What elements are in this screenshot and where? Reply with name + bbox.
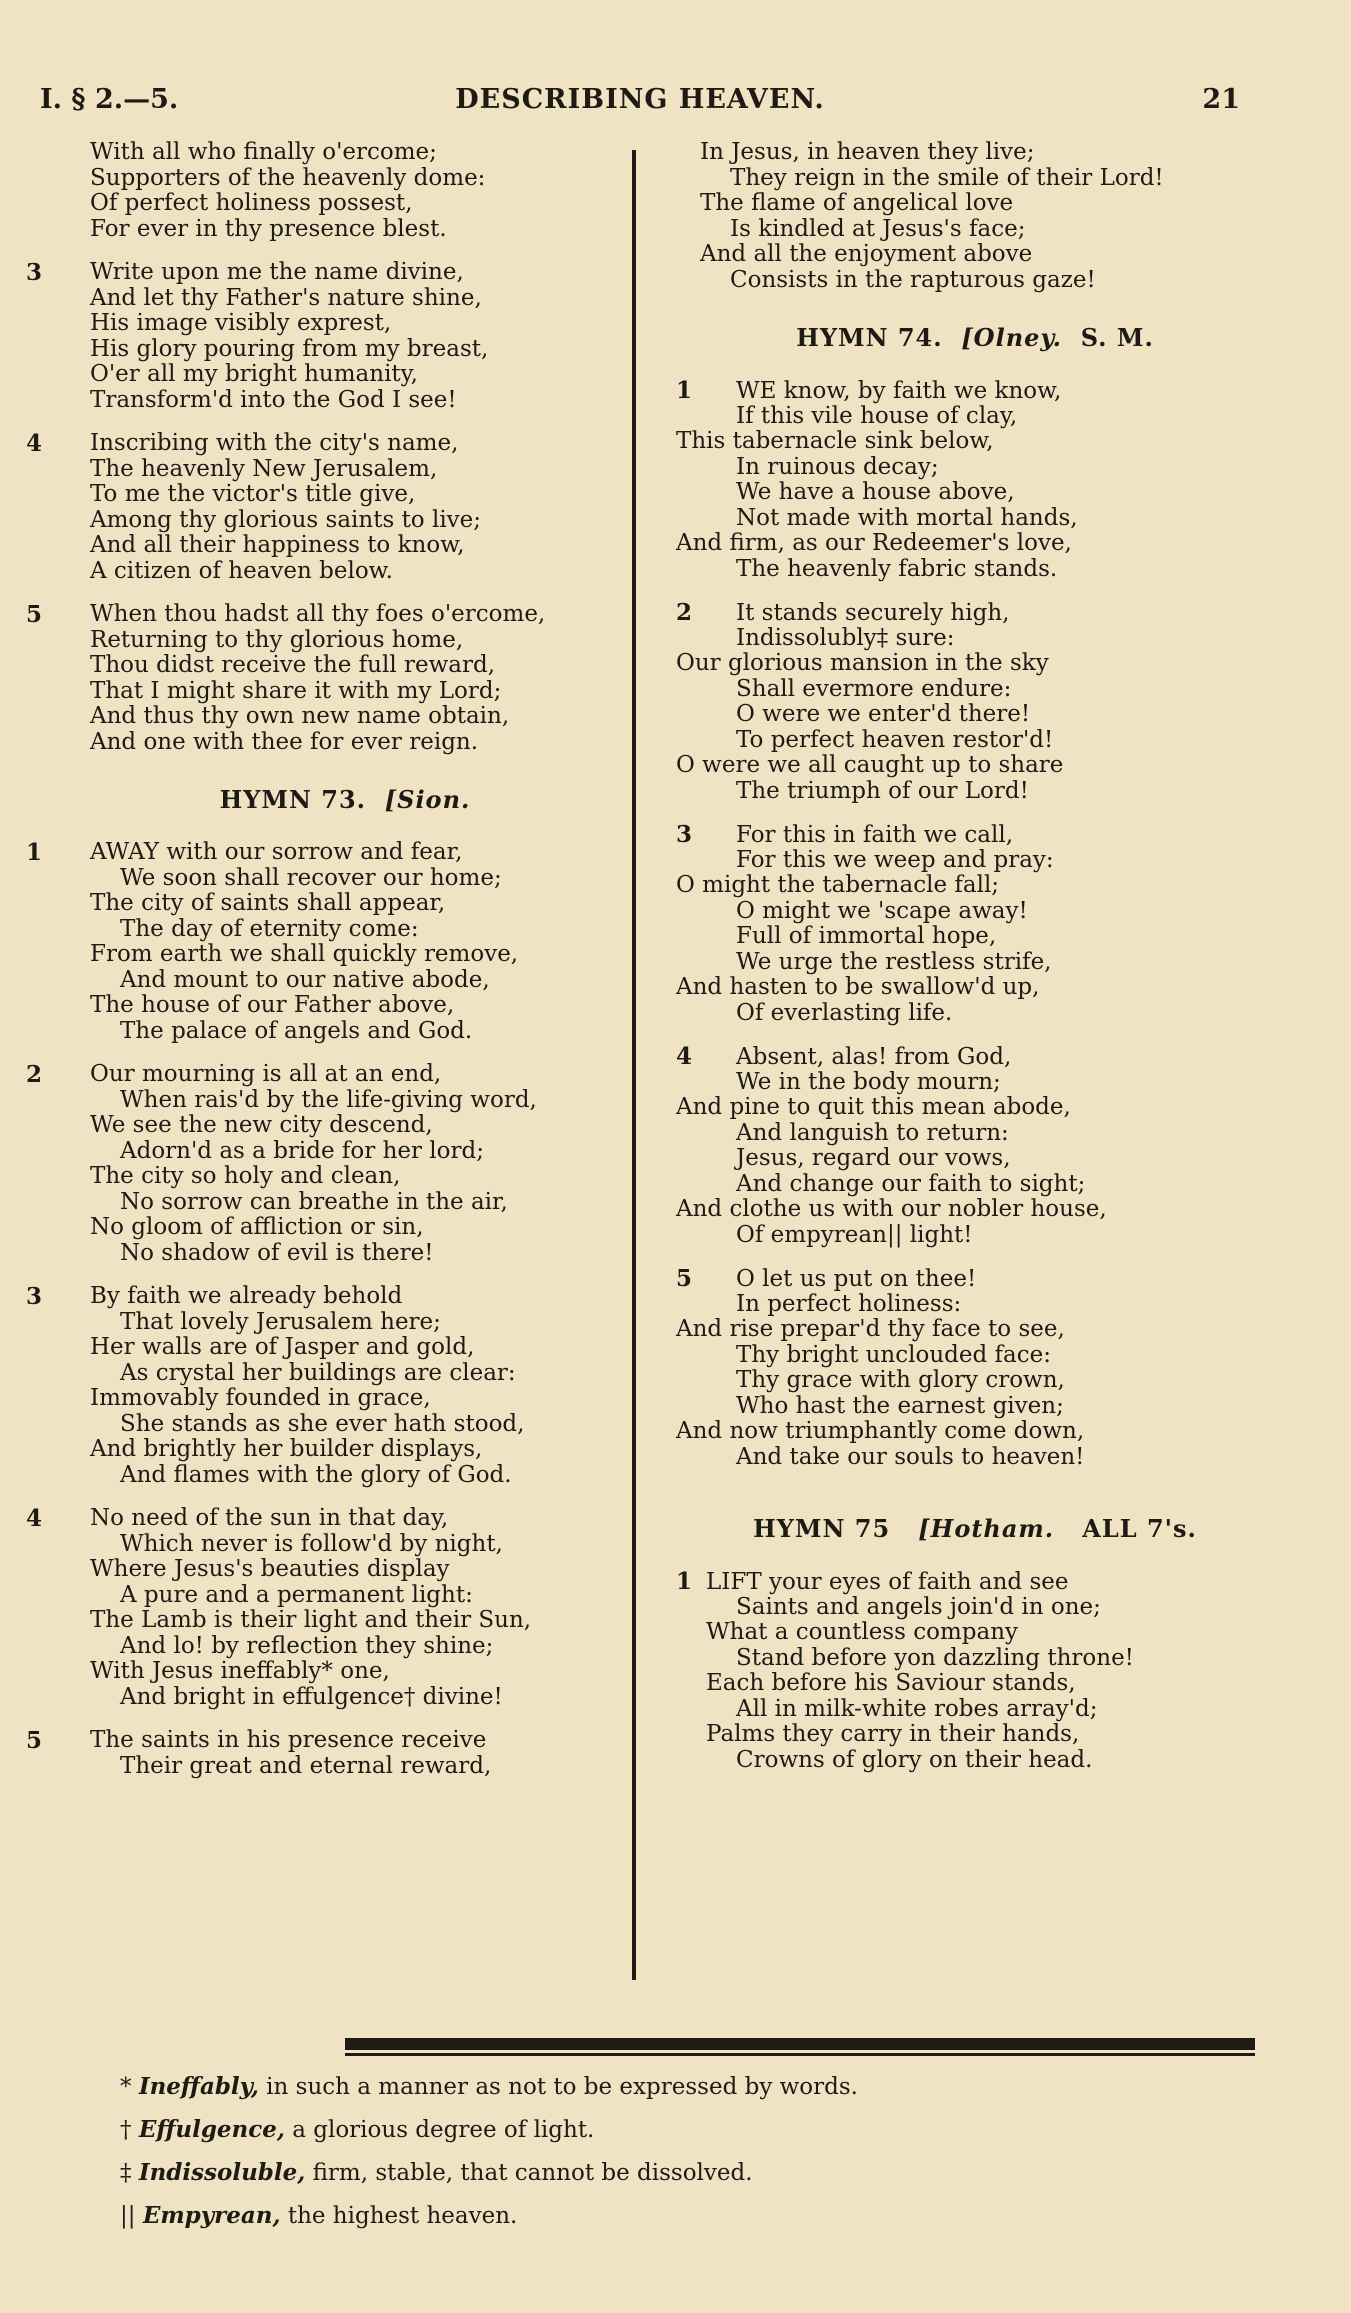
verse-line: His glory pouring from my breast,: [90, 335, 489, 362]
tune-name: [Sion.: [384, 785, 471, 814]
verse-line: We urge the restless strife,: [736, 948, 1052, 975]
verse-line: Saints and angels join'd in one;: [736, 1593, 1101, 1620]
meter: ALL 7's.: [1082, 1514, 1197, 1543]
stanza-number: 5: [26, 601, 43, 628]
verse-line: Not made with mortal hands,: [736, 504, 1078, 531]
verse-line: With all who finally o'ercome;: [90, 139, 437, 165]
footnote-mark: ‡: [120, 2160, 132, 2186]
footnote-mark: ||: [120, 2203, 136, 2229]
verse-line: This tabernacle sink below,: [676, 428, 994, 454]
footnote-term: Indissoluble,: [138, 2159, 306, 2186]
verse-line: Her walls are of Jasper and gold,: [90, 1334, 475, 1360]
verse-line: Jesus, regard our vows,: [736, 1145, 1011, 1171]
verse-line: The saints in his presence receive: [90, 1727, 487, 1753]
verse-line: Of perfect holiness possest,: [90, 190, 413, 216]
tune-name: [Hotham.: [918, 1514, 1055, 1543]
column-divider: [632, 150, 636, 1980]
verse-line: And firm, as our Redeemer's love,: [676, 530, 1072, 556]
verse-line: And all their happiness to know,: [90, 532, 465, 558]
verse-line: Adorn'd as a bride for her lord;: [120, 1137, 484, 1164]
verse-line: We in the body mourn;: [736, 1068, 1001, 1095]
footnote: [120, 2065, 858, 2108]
verse-line: And pine to quit this mean abode,: [676, 1094, 1071, 1120]
verse-line: And mount to our native abode,: [120, 966, 490, 993]
hymn-75-title: [670, 1514, 1280, 1543]
verse-line: Palms they carry in their hands,: [706, 1721, 1080, 1747]
stanza-number: 5: [676, 1265, 693, 1292]
verse-line: O'er all my bright humanity,: [90, 361, 418, 387]
footnote-term: Effulgence,: [138, 2116, 285, 2143]
stanza: [670, 1266, 1280, 1470]
verse-line: When rais'd by the life-giving word,: [120, 1086, 537, 1113]
verse-line: The city so holy and clean,: [90, 1163, 401, 1189]
verse-line: With Jesus ineffably* one,: [90, 1658, 390, 1684]
verse-line: Their great and eternal reward,: [120, 1752, 492, 1779]
verse-line: Crowns of glory on their head.: [736, 1746, 1093, 1773]
left-column: [26, 139, 630, 1797]
verse-line: O might the tabernacle fall;: [676, 872, 1000, 898]
footnote-text: in such a manner as not to be expressed by words.: [266, 2074, 858, 2100]
verse-line: The Lamb is their light and their Sun,: [90, 1607, 532, 1633]
verse-line: The heavenly New Jerusalem,: [90, 455, 438, 482]
verse-line: Of empyrean|| light!: [736, 1221, 973, 1248]
stanza: [26, 601, 630, 755]
verse-line: To me the victor's title give,: [90, 481, 416, 507]
verse-line: Our glorious mansion in the sky: [676, 650, 1049, 676]
footnote: [120, 2194, 858, 2237]
verse-line: A pure and a permanent light:: [120, 1581, 473, 1608]
verse-line: The city of saints shall appear,: [90, 890, 446, 916]
tune-name: [Olney.: [961, 323, 1062, 352]
verse-line: Full of immortal hope,: [736, 923, 997, 949]
verse-line: And let thy Father's nature shine,: [90, 284, 482, 311]
stanza: [670, 1044, 1280, 1248]
footnote-rule: [345, 2038, 1255, 2050]
verse-line: No sorrow can breathe in the air,: [120, 1188, 508, 1215]
verse-line: What a countless company: [706, 1619, 1019, 1645]
verse-line: The flame of angelical love: [700, 190, 1014, 216]
verse-line: Thy bright unclouded face:: [736, 1341, 1051, 1368]
footnote-term: Empyrean,: [142, 2202, 281, 2229]
hymn-number: HYMN 75: [753, 1514, 891, 1543]
stanza: [670, 1569, 1280, 1773]
footnote-text: firm, stable, that cannot be dissolved.: [312, 2160, 753, 2186]
stanza: [60, 140, 630, 242]
verse-line: And flames with the glory of God.: [120, 1461, 512, 1488]
stanza: [26, 1727, 630, 1779]
verse-line: As crystal her buildings are clear:: [120, 1359, 516, 1386]
verse-line: No shadow of evil is there!: [120, 1239, 434, 1266]
verse-line: Indissolubly‡ sure:: [736, 624, 955, 651]
verse-line: LIFT your eyes of faith and see: [706, 1569, 1069, 1595]
verse-line: And languish to return:: [736, 1119, 1009, 1146]
verse-line: In Jesus, in heaven they live;: [700, 139, 1035, 165]
verse-line: In ruinous decay;: [736, 453, 939, 480]
stanza-number: 3: [26, 1283, 43, 1310]
verse-line: And change our faith to sight;: [736, 1170, 1086, 1197]
running-header: [40, 84, 1240, 124]
verse-line: Each before his Saviour stands,: [706, 1670, 1076, 1696]
verse-line: If this vile house of clay,: [736, 402, 1018, 429]
footnote-term: Ineffably,: [138, 2073, 259, 2100]
verse-line: A citizen of heaven below.: [90, 557, 393, 584]
verse-line: In perfect holiness:: [736, 1290, 962, 1317]
hymn-73-title: [60, 785, 630, 814]
stanza-number: 1: [676, 1568, 693, 1595]
stanza-number: 2: [26, 1061, 43, 1088]
verse-line: Who hast the earnest given;: [736, 1392, 1064, 1419]
stanza-number: 3: [676, 821, 693, 848]
stanza: [26, 1505, 630, 1710]
verse-line: Among thy glorious saints to live;: [90, 506, 482, 533]
footnote-mark: †: [120, 2117, 132, 2143]
verse-line: Transform'd into the God I see!: [90, 386, 457, 413]
verse-line: Inscribing with the city's name,: [90, 430, 459, 456]
verse-line: For this in faith we call,: [736, 822, 1014, 848]
verse-line: And now triumphantly come down,: [676, 1418, 1085, 1444]
verse-line: Shall evermore endure:: [736, 675, 1012, 702]
verse-line: Immovably founded in grace,: [90, 1385, 431, 1411]
verse-line: All in milk-white robes array'd;: [736, 1695, 1098, 1722]
footnotes: [120, 2065, 858, 2237]
verse-line: And brightly her builder displays,: [90, 1436, 483, 1462]
verse-line: O might we 'scape away!: [736, 897, 1028, 924]
verse-line: They reign in the smile of their Lord!: [730, 164, 1164, 191]
verse-line: No gloom of affliction or sin,: [90, 1214, 424, 1240]
verse-line: Thy grace with glory crown,: [736, 1367, 1065, 1393]
right-column: [670, 140, 1280, 1791]
stanza: [26, 1283, 630, 1488]
footnote-rule-thin: [345, 2053, 1255, 2056]
stanza: [670, 140, 1280, 293]
section-reference: I. § 2.—5.: [40, 84, 179, 115]
verse-line: By faith we already behold: [90, 1283, 403, 1309]
verse-line: For ever in thy presence blest.: [90, 215, 447, 242]
stanza-number: 4: [676, 1043, 693, 1070]
footnote: [120, 2108, 858, 2151]
verse-line: Our mourning is all at an end,: [90, 1061, 442, 1087]
meter: S. M.: [1080, 323, 1154, 352]
stanza-number: 1: [26, 839, 43, 866]
footnote-text: the highest heaven.: [287, 2203, 518, 2229]
verse-line: And hasten to be swallow'd up,: [676, 974, 1040, 1000]
verse-line: Supporters of the heavenly dome:: [90, 164, 486, 191]
verse-line: The house of our Father above,: [90, 992, 455, 1018]
stanza: [670, 378, 1280, 582]
verse-line: It stands securely high,: [736, 600, 1010, 626]
footnote-mark: *: [120, 2074, 132, 2100]
stanza-number: 2: [676, 599, 693, 626]
verse-line: O were we enter'd there!: [736, 701, 1031, 727]
stanza: [26, 430, 630, 584]
verse-line: The palace of angels and God.: [120, 1017, 473, 1044]
verse-line: Thou didst receive the full reward,: [90, 652, 496, 678]
footnote: [120, 2151, 858, 2194]
verse-line: And thus thy own new name obtain,: [90, 703, 510, 729]
page-number: 21: [1202, 84, 1240, 115]
stanza-number: 5: [26, 1727, 43, 1754]
verse-line: For this we weep and pray:: [736, 846, 1054, 873]
page-title: DESCRIBING HEAVEN.: [455, 84, 825, 115]
verse-line: No need of the sun in that day,: [90, 1505, 449, 1531]
stanza: [670, 600, 1280, 804]
stanza: [26, 259, 630, 413]
verse-line: Absent, alas! from God,: [736, 1044, 1012, 1070]
verse-line: AWAY with our sorrow and fear,: [90, 839, 463, 865]
footnote-text: a glorious degree of light.: [292, 2117, 595, 2143]
verse-line: When thou hadst all thy foes o'ercome,: [90, 601, 546, 627]
verse-line: And take our souls to heaven!: [736, 1443, 1085, 1470]
verse-line: To perfect heaven restor'd!: [736, 726, 1054, 753]
stanza-number: 4: [26, 430, 43, 457]
verse-line: That lovely Jerusalem here;: [120, 1308, 441, 1335]
stanza: [670, 822, 1280, 1026]
hymn-number: HYMN 73.: [219, 785, 367, 814]
verse-line: We have a house above,: [736, 479, 1015, 505]
verse-line: The triumph of our Lord!: [736, 777, 1029, 804]
stanza: [26, 1061, 630, 1266]
verse-line: His image visibly exprest,: [90, 310, 392, 336]
verse-line: Stand before yon dazzling throne!: [736, 1644, 1134, 1671]
verse-line: O let us put on thee!: [736, 1266, 977, 1292]
verse-line: She stands as she ever hath stood,: [120, 1410, 525, 1437]
verse-line: And bright in effulgence† divine!: [120, 1683, 503, 1710]
stanza-number: 3: [26, 259, 43, 286]
verse-line: The heavenly fabric stands.: [736, 555, 1058, 582]
verse-line: From earth we shall quickly remove,: [90, 941, 519, 967]
verse-line: And one with thee for ever reign.: [90, 728, 479, 755]
verse-line: Returning to thy glorious home,: [90, 626, 464, 653]
hymn-number: HYMN 74.: [796, 323, 943, 352]
verse-line: The day of eternity come:: [120, 915, 419, 942]
stanza-number: 4: [26, 1505, 43, 1532]
verse-line: And rise prepar'd thy face to see,: [676, 1316, 1065, 1342]
verse-line: And all the enjoyment above: [700, 241, 1033, 267]
verse-line: Of everlasting life.: [736, 999, 953, 1026]
verse-line: Which never is follow'd by night,: [120, 1530, 503, 1557]
verse-line: That I might share it with my Lord;: [90, 677, 502, 704]
verse-line: O were we all caught up to share: [676, 752, 1064, 778]
verse-line: We soon shall recover our home;: [120, 864, 502, 891]
verse-line: Consists in the rapturous gaze!: [730, 266, 1096, 293]
verse-line: Is kindled at Jesus's face;: [730, 215, 1026, 242]
stanza: [26, 839, 630, 1044]
verse-line: Where Jesus's beauties display: [90, 1556, 450, 1582]
verse-line: And clothe us with our nobler house,: [676, 1196, 1107, 1222]
stanza-number: 1: [676, 377, 693, 404]
hymn-74-title: [670, 323, 1280, 352]
verse-line: And lo! by reflection they shine;: [120, 1632, 494, 1659]
verse-line: We see the new city descend,: [90, 1112, 433, 1138]
verse-line: WE know, by faith we know,: [736, 378, 1062, 404]
verse-line: Write upon me the name divine,: [90, 259, 464, 285]
